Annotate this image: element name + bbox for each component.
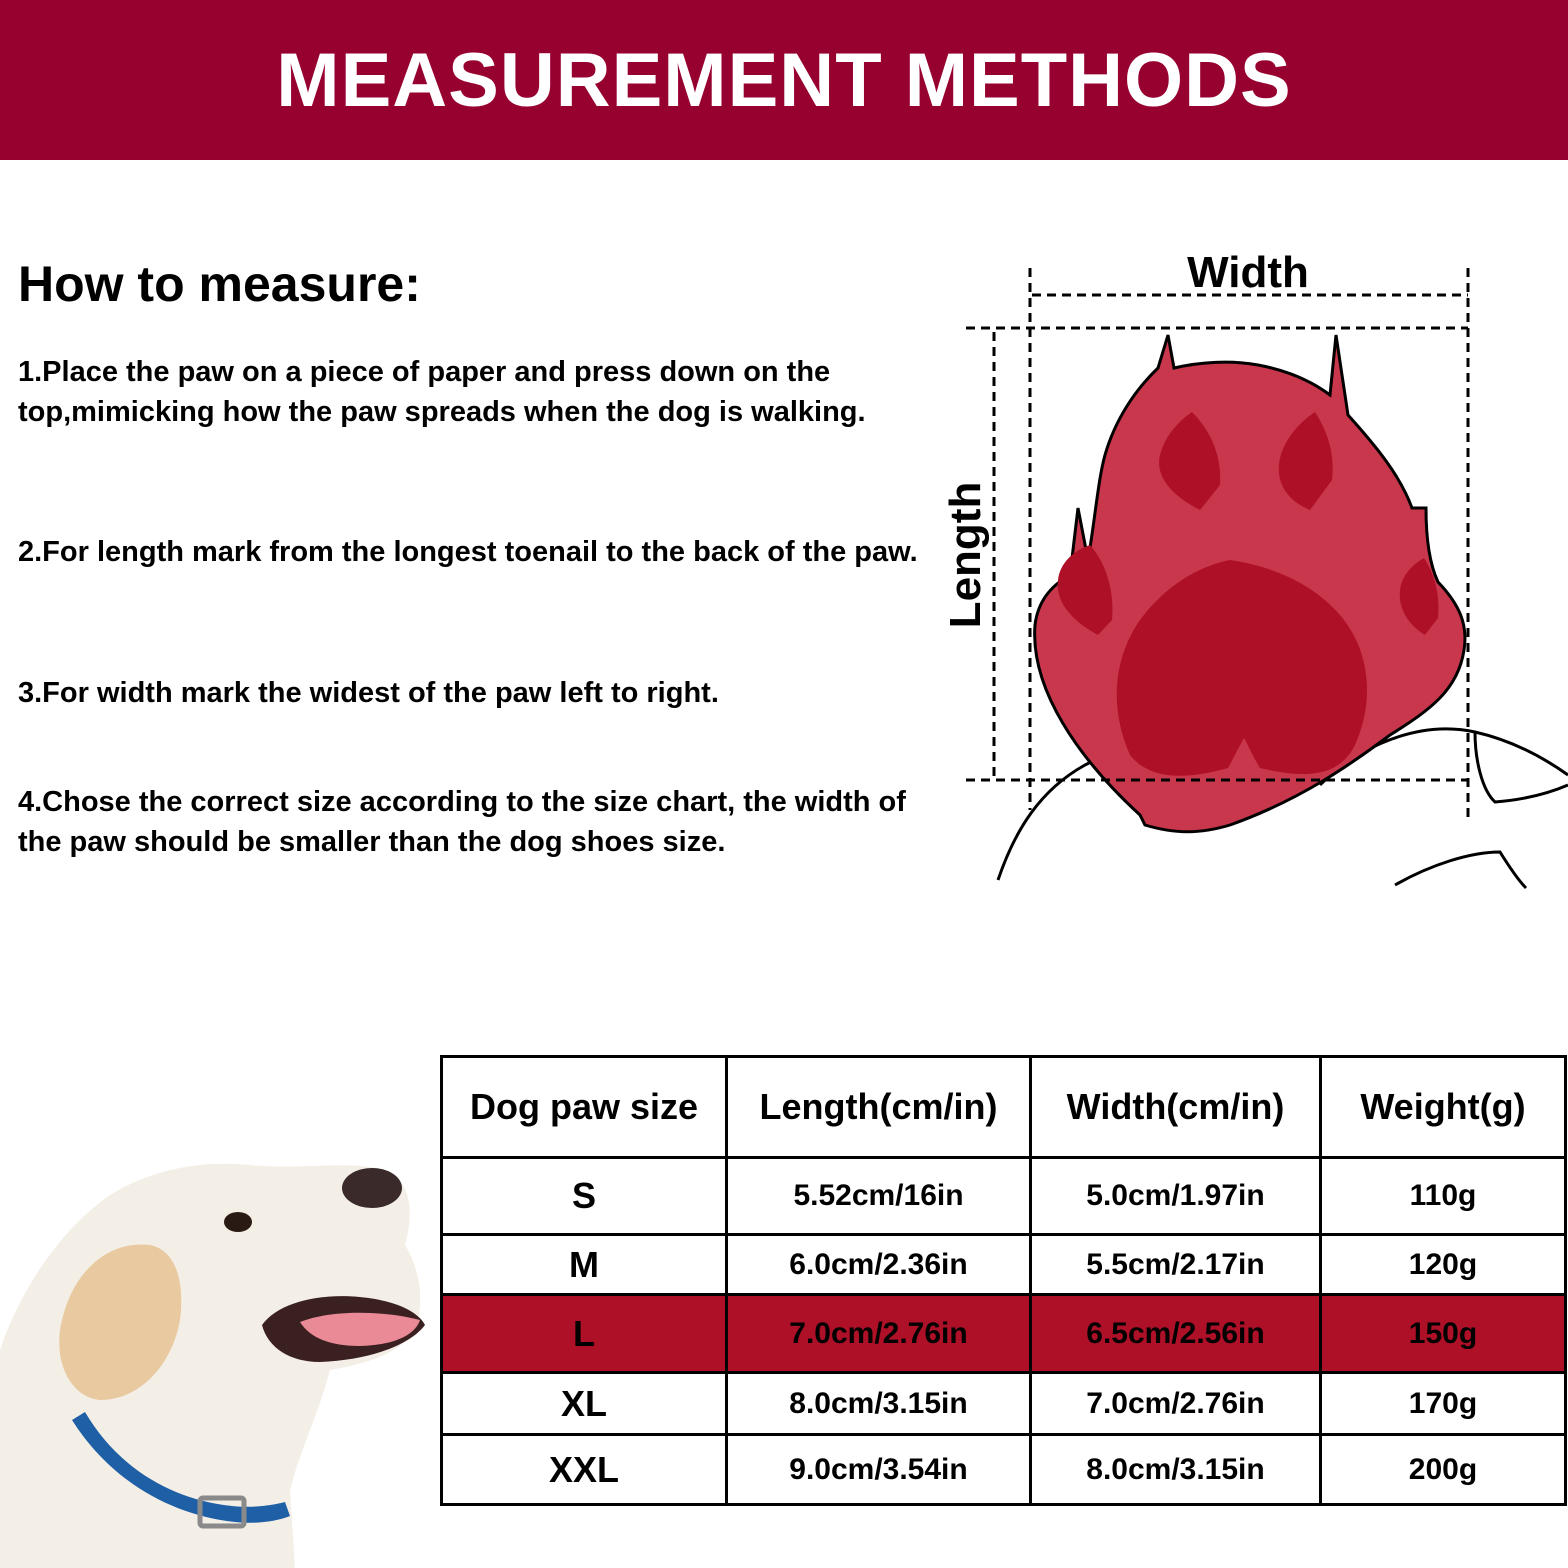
size-cell: S: [442, 1158, 727, 1235]
weight-cell: 200g: [1321, 1435, 1566, 1505]
table-row-l-highlighted: [442, 1295, 1566, 1373]
weight-cell: 110g: [1321, 1158, 1566, 1235]
instructions-heading: How to measure:: [18, 256, 421, 312]
header-dog-paw-size: Dog paw size: [442, 1057, 727, 1158]
length-cell: 8.0cm/3.15in: [727, 1373, 1031, 1435]
header-weight: Weight(g): [1321, 1057, 1566, 1158]
width-cell: 8.0cm/3.15in: [1031, 1435, 1321, 1505]
instruction-step-4: 4.Chose the correct size according to the size chart, the width of the paw should be smaller than the dog shoes size.: [18, 786, 906, 858]
table-row-xxl: [442, 1435, 1566, 1505]
table-row-s: [442, 1158, 1566, 1235]
weight-cell: 150g: [1321, 1295, 1566, 1373]
length-cell: 6.0cm/2.36in: [727, 1235, 1031, 1295]
instruction-step-1: 1.Place the paw on a piece of paper and press down on the top,mimicking how the paw spreads when the dog is walking.: [18, 356, 866, 428]
size-cell: XL: [442, 1373, 727, 1435]
instruction-step-3: 3.For width mark the widest of the paw left to right.: [18, 677, 719, 709]
puppy-nose: [342, 1168, 402, 1208]
width-cell: 5.0cm/1.97in: [1031, 1158, 1321, 1235]
length-cell: 7.0cm/2.76in: [727, 1295, 1031, 1373]
width-cell: 5.5cm/2.17in: [1031, 1235, 1321, 1295]
header-width: Width(cm/in): [1031, 1057, 1321, 1158]
size-cell: XXL: [442, 1435, 727, 1505]
size-cell: M: [442, 1235, 727, 1295]
table-row-m: [442, 1235, 1566, 1295]
page-title: MEASUREMENT METHODS: [276, 37, 1292, 123]
puppy-eye: [224, 1212, 252, 1232]
puppy-illustration: [0, 1150, 440, 1568]
header-length: Length(cm/in): [727, 1057, 1031, 1158]
width-label: Width: [1187, 248, 1309, 297]
size-chart-table: [440, 1055, 1567, 1506]
size-cell: L: [442, 1295, 727, 1373]
table-row-xl: [442, 1373, 1566, 1435]
header-banner: [0, 0, 1568, 160]
paw-measurement-diagram: [930, 240, 1568, 900]
length-label: Length: [941, 481, 990, 629]
width-cell: 6.5cm/2.56in: [1031, 1295, 1321, 1373]
length-cell: 5.52cm/16in: [727, 1158, 1031, 1235]
finger-outline: [1395, 852, 1526, 888]
table-header-row: [442, 1057, 1566, 1158]
instruction-step-2: 2.For length mark from the longest toenail to the back of the paw.: [18, 536, 918, 568]
length-cell: 9.0cm/3.54in: [727, 1435, 1031, 1505]
weight-cell: 170g: [1321, 1373, 1566, 1435]
weight-cell: 120g: [1321, 1235, 1566, 1295]
width-cell: 7.0cm/2.76in: [1031, 1373, 1321, 1435]
